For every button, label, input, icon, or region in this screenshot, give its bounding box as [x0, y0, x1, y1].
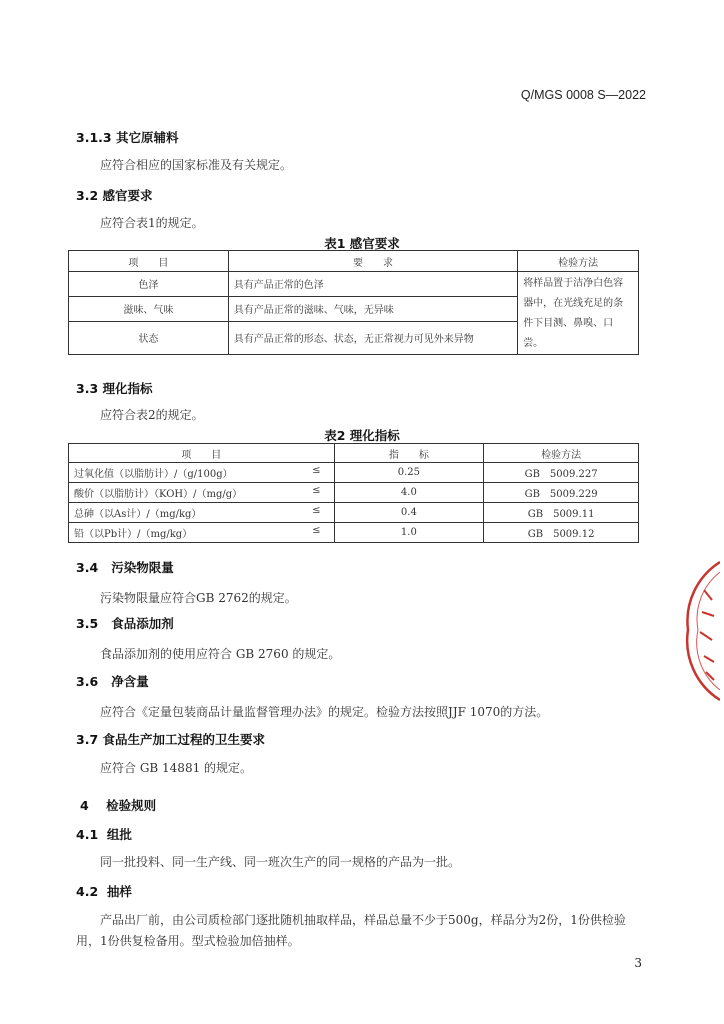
section-heading-3-4 [76, 558, 174, 576]
section-text-4-2: 产品出厂前，由公司质检部门逐批随机抽取样品，样品总量不少于500g，样品分为2份，1份供检验用，1份供复检备用。型式检验加倍抽样。 [76, 913, 626, 948]
row-method: 将样品置于洁净白色容器中，在光线充足的条件下目测、鼻嗅、口尝。 [518, 272, 639, 355]
section-heading-3-5 [76, 614, 174, 632]
sensory-requirements-table [68, 250, 639, 355]
section-title: 感官要求 [102, 188, 153, 203]
section-title: 组批 [106, 827, 132, 842]
table-row [69, 463, 639, 483]
row-operator: ≤ [312, 485, 321, 496]
header-method: 检验方法 [484, 444, 639, 463]
section-number: 3.5 [76, 616, 99, 631]
header-requirement: 要 求 [228, 251, 517, 272]
row-item [69, 503, 335, 523]
row-method: GB 5009.229 [484, 483, 639, 503]
section-title: 食品添加剂 [111, 616, 174, 631]
row-item [69, 463, 335, 483]
section-text-3-6: 应符合《定量包装商品计量监督管理办法》的规定。检验方法按照JJF 1070的方法。 [100, 705, 549, 719]
red-seal-stamp [676, 560, 720, 710]
section-number: 3.7 [76, 732, 99, 747]
row-item: 色泽 [69, 272, 229, 297]
row-method: GB 5009.227 [484, 463, 639, 483]
row-requirement: 具有产品正常的形态、状态，无正常视力可见外来异物 [228, 321, 517, 354]
section-text-3-5: 食品添加剂的使用应符合 GB 2760 的规定。 [100, 647, 341, 661]
table-row [69, 523, 639, 543]
section-text-3-1-3: 应符合相应的国家标准及有关规定。 [100, 158, 293, 172]
row-item-label: 总砷（以As计）/（mg/kg） [74, 509, 202, 520]
table-row [69, 483, 639, 503]
section-number: 3.3 [76, 381, 99, 396]
section-number: 3.2 [76, 188, 99, 203]
section-text-3-7: 应符合 GB 14881 的规定。 [100, 761, 253, 775]
section-text-4-1: 同一批投料、同一生产线、同一班次生产的同一规格的产品为一批。 [100, 855, 461, 869]
row-value: 4.0 [334, 483, 484, 503]
row-item-label: 酸价（以脂肪计）（KOH）/（mg/g） [74, 489, 243, 500]
row-method: GB 5009.11 [484, 503, 639, 523]
section-text-3-3: 应符合表2的规定。 [100, 408, 204, 422]
section-heading-3-1-3 [76, 128, 178, 146]
section-heading-3-7 [76, 730, 265, 748]
row-item [69, 523, 335, 543]
section-title: 污染物限量 [111, 560, 174, 575]
section-title: 食品生产加工过程的卫生要求 [102, 732, 266, 747]
row-value: 1.0 [334, 523, 484, 543]
section-heading-4-2 [76, 882, 132, 900]
section-heading-4-1 [76, 825, 132, 843]
section-heading-3-3 [76, 379, 153, 397]
row-item-label: 铅（以Pb计）/（mg/kg） [74, 529, 193, 540]
table-row [69, 272, 639, 297]
table-header-row [69, 251, 639, 272]
row-value: 0.4 [334, 503, 484, 523]
header-item: 项 目 [69, 444, 335, 463]
document-code: Q/MGS 0008 S—2022 [520, 88, 646, 102]
section-title: 其它原辅料 [115, 130, 179, 145]
header-item: 项 目 [69, 251, 229, 272]
section-text-3-2: 应符合表1的规定。 [100, 216, 204, 230]
section-text-3-4: 污染物限量应符合GB 2762的规定。 [100, 591, 297, 605]
row-item-label: 过氧化值（以脂肪计）/（g/100g） [74, 469, 233, 480]
section-number: 3.1.3 [76, 130, 112, 145]
section-heading-4 [80, 796, 156, 814]
section-number: 3.4 [76, 560, 99, 575]
section-heading-3-2 [76, 186, 153, 204]
section-title: 检验规则 [106, 798, 157, 813]
row-method: GB 5009.12 [484, 523, 639, 543]
row-operator: ≤ [312, 465, 321, 476]
table-row [69, 503, 639, 523]
table2-caption: 表2 理化指标 [324, 428, 400, 443]
section-number: 4 [80, 798, 89, 813]
section-heading-3-6 [76, 672, 149, 690]
row-requirement: 具有产品正常的滋味、气味，无异味 [228, 296, 517, 321]
row-item: 状态 [69, 321, 229, 354]
section-title: 净含量 [111, 674, 149, 689]
section-number: 4.1 [76, 827, 99, 842]
physicochemical-table [68, 443, 639, 543]
header-method: 检验方法 [518, 251, 639, 272]
section-title: 理化指标 [102, 381, 153, 396]
row-operator: ≤ [312, 525, 321, 536]
row-requirement: 具有产品正常的色泽 [228, 272, 517, 297]
section-number: 4.2 [76, 884, 99, 899]
row-operator: ≤ [312, 505, 321, 516]
section-number: 3.6 [76, 674, 99, 689]
page-number: 3 [634, 956, 642, 970]
row-item: 滋味、气味 [69, 296, 229, 321]
table1-caption: 表1 感官要求 [324, 236, 400, 251]
section-title: 抽样 [106, 884, 132, 899]
header-index: 指 标 [334, 444, 484, 463]
table-header-row [69, 444, 639, 463]
row-item [69, 483, 335, 503]
row-value: 0.25 [334, 463, 484, 483]
